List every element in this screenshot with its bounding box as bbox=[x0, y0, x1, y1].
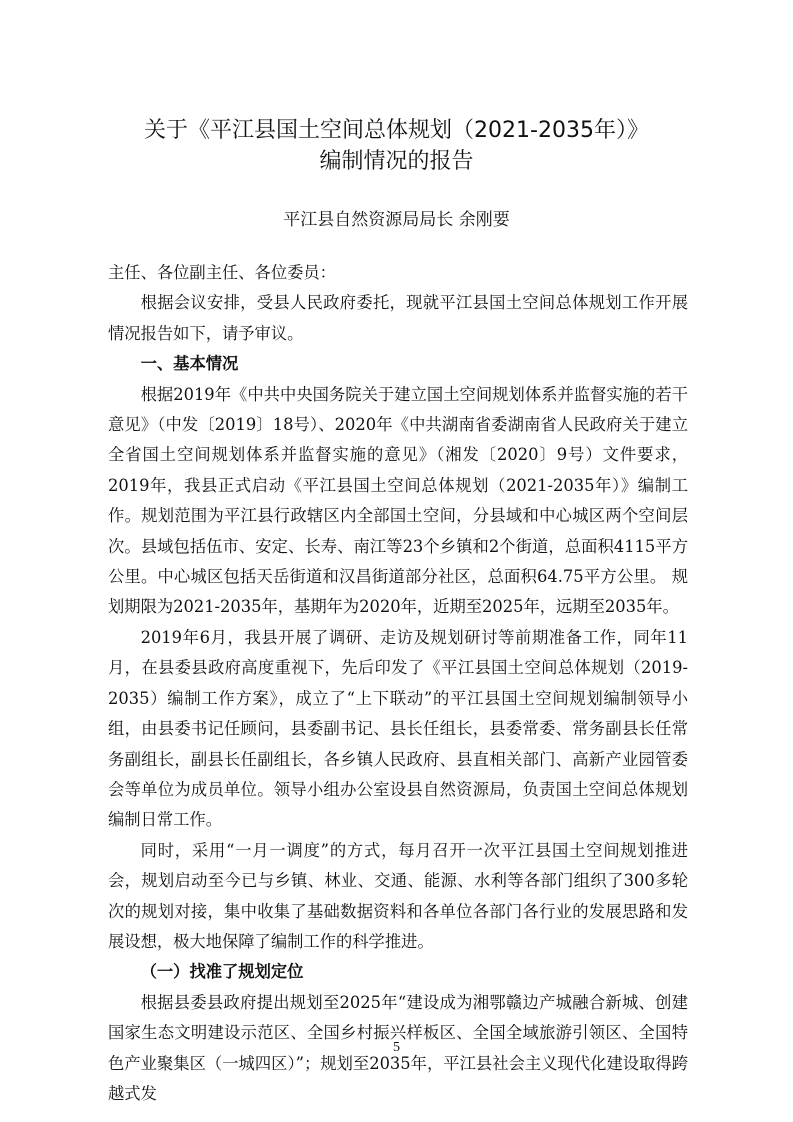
document-title-line2: 编制情况的报告 bbox=[319, 149, 474, 174]
subsection-heading-positioning: （一）找准了规划定位 bbox=[140, 962, 304, 982]
document-title-line1: 关于《平江县国土空间总体规划（2021-2035年）》 bbox=[144, 118, 649, 143]
document-body bbox=[108, 258, 688, 1109]
salutation: 主任、各位副主任、各位委员： bbox=[108, 263, 336, 282]
page-number: 5 bbox=[393, 1040, 400, 1055]
paragraph-preparation: 2019年6月，我县开展了调研、走访及规划研讨等前期准备工作，同年11月，在县委县政府高度重视下，先后印发了《平江县国土空间总体规划（2019-2035）编制工作方案》，成立了“上下联动”的平江县国土空间规划编制领导小组，由县委书记任顾问，县委副书记、县长任组长，县委常委、常务副县长任常务副组长，副县长任副组长，各乡镇人民政府、县直相关部门、高新产业园管委会等单位为成员单位。领导小组办公室设县自然资源局，负责国土空间总体规划编制日常工作。 bbox=[108, 627, 688, 830]
paragraph-intro: 根据会议安排，受县人民政府委托，现就平江县国土空间总体规划工作开展情况报告如下，请予审议。 bbox=[108, 293, 688, 343]
paragraph-coordination: 同时，采用“一月一调度”的方式，每月召开一次平江县国土空间规划推进会，规划启动至今已与乡镇、林业、交通、能源、水利等各部门组织了300多轮次的规划对接，集中收集了基础数据资料和各单位各部门各行业的发展思路和发展设想，极大地保障了编制工作的科学推进。 bbox=[108, 840, 688, 951]
section-heading-basic: 一、基本情况 bbox=[140, 354, 239, 374]
paragraph-positioning: 根据县委县政府提出规划至2025年“建设成为湘鄂赣边产城融合新城、创建国家生态文明建设示范区、全国乡村振兴样板区、全国全域旅游引领区、全国特色产业聚集区（一城四区）”；规划至2035年，平江县社会主义现代化建设取得跨越式发 bbox=[108, 992, 688, 1103]
paragraph-background: 根据2019年《中共中央国务院关于建立国土空间规划体系并监督实施的若干意见》（中发〔2019〕18号）、2020年《中共湖南省委湖南省人民政府关于建立全省国土空间规划体系并监督实施的意见》（湘发〔2020〕9号）文件要求，2019年，我县正式启动《平江县国土空间总体规划（2021-2035年）》编制工作。规划范围为平江县行政辖区内全部国土空间，分县域和中心城区两个空间层次。县域包括伍市、安定、长寿、南江等23个乡镇和2个街道，总面积4115平方公里。中心城区包括天岳街道和汉昌街道部分社区，总面积64.75平方公里。 规划期限为2021-2035年，基期年为2020年，近期至2025年，远期至2035年。 bbox=[108, 384, 688, 617]
author-line: 平江县自然资源局局长 余刚要 bbox=[283, 210, 510, 230]
